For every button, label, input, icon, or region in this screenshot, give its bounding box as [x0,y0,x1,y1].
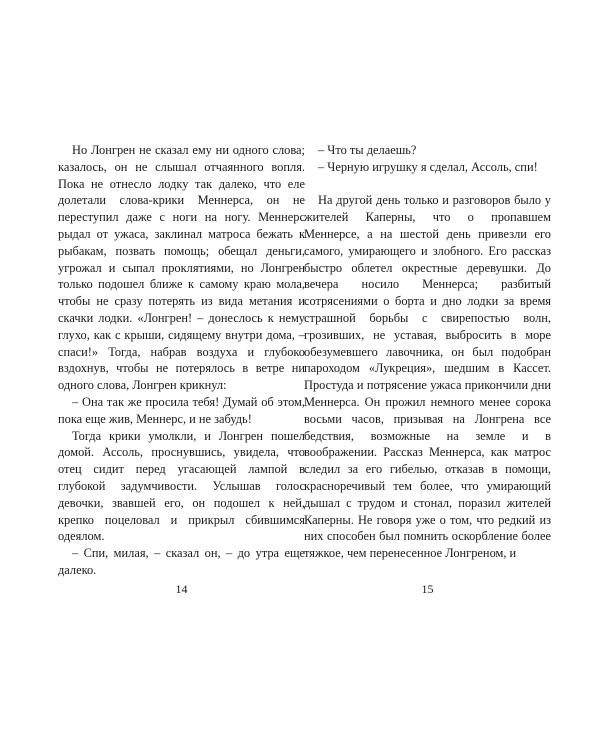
dialog-line: – Спи, милая, – сказал он, – до утра еще далеко. [58,546,305,577]
page-number-left: 14 [175,582,188,596]
right-page-text [304,142,551,562]
paragraph: Но Лонгрен не сказал ему ни одного слова; казалось, он не слышал отчаянного вопля. Пока не отнесло лодку так далеко, что еле долетали слова-крики Меннерса, он не переступил даже с ноги на ногу. Меннерс рыдал от ужаса, заклинал матроса бежать к рыбакам, позвать помощь; обещал деньги, угрожал и сыпал проклятиями, но Лонгрен только подошел ближе к самому краю мола, чтобы не сразу потерять из вида метания и скачки лодки. «Лонгрен! – донеслось к нему глухо, как с крыши, сидящему внутри дома, – спаси!» Тогда, набрав воздуха и глубоко вздохнув, чтобы не потерялось в ветре ни одного слова, Лонгрен крикнул: [58,143,305,393]
paragraph: На другой день только и разговоров было у жителей Каперны, что о пропавшем Меннерсе, а на шестой день привезли его самого, умирающего и злобного. Его рассказ быстро облетел окрестные деревушки. До вечера носило Меннерса; разбитый сотрясениями о борта и дно лодки за время страшной борьбы с свирепостью волн, грозивших, не уставая, выбросить в море обезумевшего лавочника, он был подобран пароходом «Лукреция», шедшим в Кассет. Простуда и потрясение ужаса прикончили дни Меннерса. Он прожил немного менее сорока восьми часов, призывая на Лонгрена все бедствия, возможные на земле и в воображении. Рассказ Меннерса, как матрос следил за его гибелью, отказав в помощи, красноречивый тем более, что умирающий дышал с трудом и стонал, поразил жителей Каперны. Не говоря уже о том, что редкий из них способен был помнить оскорбление более тяжкое, чем перенесенное Лонгреном, и [304,193,551,561]
dialog-line: – Она так же просила тебя! Думай об этом, пока еще жив, Меннерс, и не забудь! [58,394,305,426]
page-number-right: 15 [421,582,434,596]
dialog-line: – Черную игрушку я сделал, Ассоль, спи! [318,159,538,174]
paragraph: Тогда крики умолкли, и Лонгрен пошел домой. Ассоль, проснувшись, увидела, что отец сидит перед угасающей лампой в глубокой задумчивости. Услышав голос девочки, звавшей его, он подошел к ней, крепко поцеловал и прикрыл сбившимся одеялом. [58,428,305,544]
left-page-text [58,142,305,579]
dialog-line: – Что ты делаешь? [318,143,417,157]
